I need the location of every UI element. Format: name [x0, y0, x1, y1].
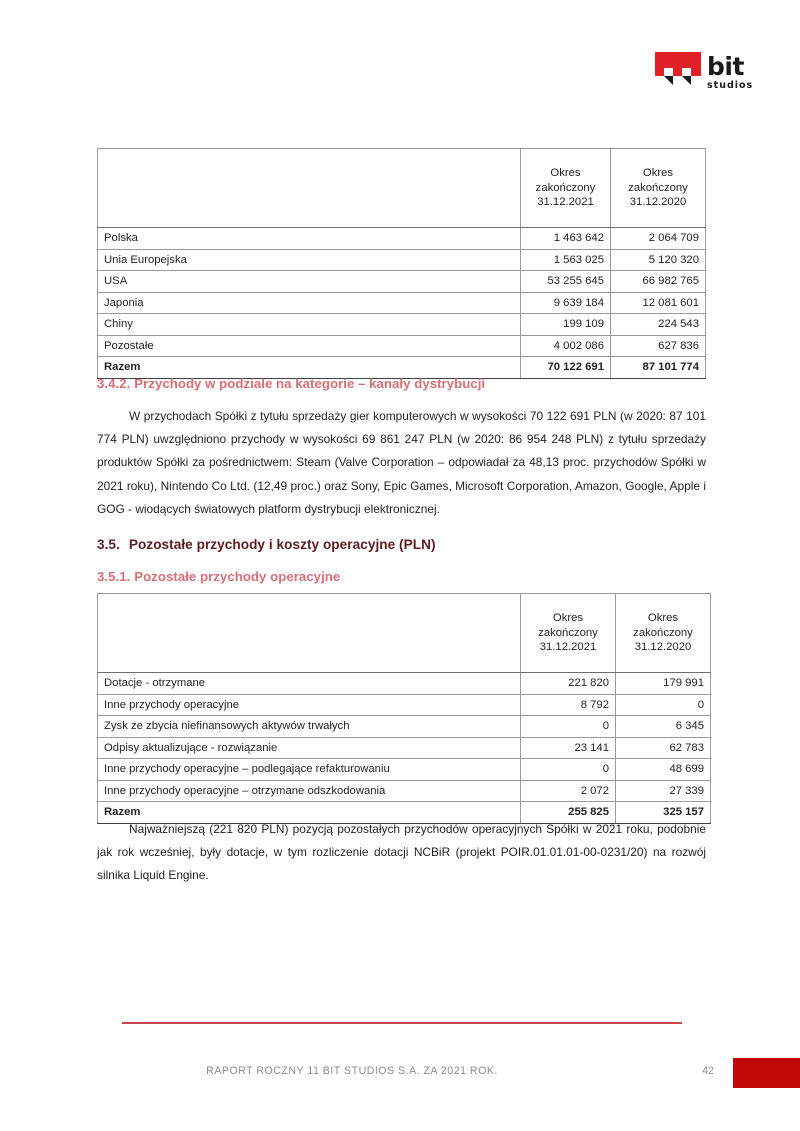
table-row [98, 228, 706, 250]
row-label: Pozostałe [98, 335, 521, 357]
row-value-2021: 221 820 [521, 673, 616, 695]
header-cell-2020 [611, 149, 706, 228]
row-label: Zysk ze zbycia niefinansowych aktywów trwałych [98, 716, 521, 738]
header-cell-blank [98, 149, 521, 228]
table-body [98, 228, 706, 379]
logo-wordmark [707, 54, 763, 91]
total-value-2021: 70 122 691 [521, 357, 611, 379]
footer-accent-block [733, 1058, 800, 1088]
row-label: Inne przychody operacyjne – otrzymane odszkodowania [98, 780, 521, 802]
heading-3-5 [97, 537, 436, 552]
header-line-3: 31.12.2020 [629, 196, 687, 209]
logo-mark-11-icon [655, 52, 701, 92]
row-label: Inne przychody operacyjne – podlegające refakturowaniu [98, 759, 521, 781]
row-value-2020: 179 991 [616, 673, 711, 695]
header-cell-2021 [521, 149, 611, 228]
row-value-2020: 66 982 765 [611, 271, 706, 293]
table-revenue-by-region [97, 148, 706, 379]
total-label: Razem [98, 357, 521, 379]
row-value-2020: 2 064 709 [611, 228, 706, 250]
table-row [98, 737, 711, 759]
header-line-1: Okres [550, 167, 581, 180]
total-value-2020: 325 157 [616, 802, 711, 824]
heading-number: 3.4.2. [97, 376, 131, 391]
row-value-2020: 27 339 [616, 780, 711, 802]
row-label: Chiny [98, 314, 521, 336]
header-line-1: Okres [552, 612, 584, 625]
header-line-1: Okres [642, 167, 674, 180]
heading-3-4-2 [97, 376, 485, 391]
row-value-2020: 224 543 [611, 314, 706, 336]
table-row [98, 249, 706, 271]
row-value-2021: 8 792 [521, 694, 616, 716]
logo-word-bit: bit [707, 52, 744, 81]
row-value-2020: 48 699 [616, 759, 711, 781]
row-label: Unia Europejska [98, 249, 521, 271]
table-row [98, 292, 706, 314]
table-row [98, 780, 711, 802]
row-value-2020: 5 120 320 [611, 249, 706, 271]
table-row [98, 335, 706, 357]
table-row-total [98, 357, 706, 379]
total-value-2020: 87 101 774 [611, 357, 706, 379]
row-value-2021: 9 639 184 [521, 292, 611, 314]
row-value-2021: 0 [521, 716, 616, 738]
row-value-2020: 62 783 [616, 737, 711, 759]
table-row [98, 694, 711, 716]
heading-text: Pozostałe przychody i koszty operacyjne (PLN) [128, 537, 436, 552]
table-row [98, 314, 706, 336]
row-value-2021: 199 109 [521, 314, 611, 336]
heading-text: Pozostałe przychody operacyjne [134, 569, 341, 584]
paragraph-grants: Najważniejszą (221 820 PLN) pozycją pozostałych przychodów operacyjnych Spółki w 2021 roku, podobnie jak rok wcześniej, były dotacje, w tym rozliczenie dotacji NCBiR (projekt POIR.01.01.01-00-0231/20) na rozwój silnika Liquid Engine. [97, 822, 706, 883]
row-label: Polska [98, 228, 521, 250]
table-body [98, 673, 711, 824]
heading-number: 3.5. [97, 537, 120, 552]
table-row [98, 716, 711, 738]
row-label: USA [98, 271, 521, 293]
row-value-2020: 627 836 [611, 335, 706, 357]
header-line-3: 31.12.2021 [537, 196, 594, 209]
row-value-2021: 1 563 025 [521, 249, 611, 271]
row-label: Odpisy aktualizujące - rozwiązanie [98, 737, 521, 759]
row-value-2020: 12 081 601 [611, 292, 706, 314]
logo-word-studios: studios [707, 80, 754, 91]
header-line-2: zakończony [628, 181, 688, 194]
company-logo [655, 52, 760, 104]
heading-text: Przychody w podziale na kategorie – kanały dystrybucji [134, 376, 486, 391]
row-value-2020: 6 345 [616, 716, 711, 738]
table-row [98, 271, 706, 293]
header-cell-2021 [521, 594, 616, 673]
footer-report-title: RAPORT ROCZNY 11 BIT STUDIOS S.A. ZA 2021 ROK. [206, 1065, 498, 1077]
header-cell-2020 [616, 594, 711, 673]
row-value-2021: 2 072 [521, 780, 616, 802]
row-label: Japonia [98, 292, 521, 314]
heading-number: 3.5.1. [97, 569, 131, 584]
row-value-2020: 0 [616, 694, 711, 716]
header-cell-blank [98, 594, 521, 673]
table-row [98, 673, 711, 695]
total-value-2021: 255 825 [521, 802, 616, 824]
header-line-2: zakończony [538, 626, 598, 639]
header-line-3: 31.12.2020 [634, 641, 692, 654]
row-value-2021: 53 255 645 [521, 271, 611, 293]
row-label: Inne przychody operacyjne [98, 694, 521, 716]
table-row [98, 759, 711, 781]
header-line-3: 31.12.2021 [539, 641, 597, 654]
header-line-2: zakończony [633, 626, 693, 639]
paragraph-distribution-channels: W przychodach Spółki z tytułu sprzedaży gier komputerowych w wysokości 70 122 691 PLN (w 2020: 87 101 774 PLN) uwzględniono przychody w wysokości 69 861 247 PLN (w 2020: 86 954 248 PLN) z tytułu sprzedaży produktów Spółki za pośrednictwem: Steam (Valve Corporation – odpowiadał za 48,13 proc. przychodów Spółki w 2021 roku), Nintendo Co Ltd. (12,49 proc.) oraz Sony, Epic Games, Microsoft Corporation, Amazon, Google, Apple i GOG - wiodących światowych platform dystrybucji elektronicznej. [97, 409, 706, 516]
header-line-1: Okres [647, 612, 679, 625]
page-number: 42 [702, 1065, 714, 1077]
table-other-operating-income [97, 593, 711, 824]
row-label: Dotacje - otrzymane [98, 673, 521, 695]
row-value-2021: 0 [521, 759, 616, 781]
table-header-row [98, 149, 706, 228]
footer-divider [122, 1022, 682, 1024]
total-label: Razem [98, 802, 521, 824]
row-value-2021: 23 141 [521, 737, 616, 759]
row-value-2021: 1 463 642 [521, 228, 611, 250]
table-header [98, 594, 711, 673]
row-value-2021: 4 002 086 [521, 335, 611, 357]
header-line-2: zakończony [535, 181, 596, 194]
table-header [98, 149, 706, 228]
heading-3-5-1 [97, 569, 340, 584]
table-header-row [98, 594, 711, 673]
